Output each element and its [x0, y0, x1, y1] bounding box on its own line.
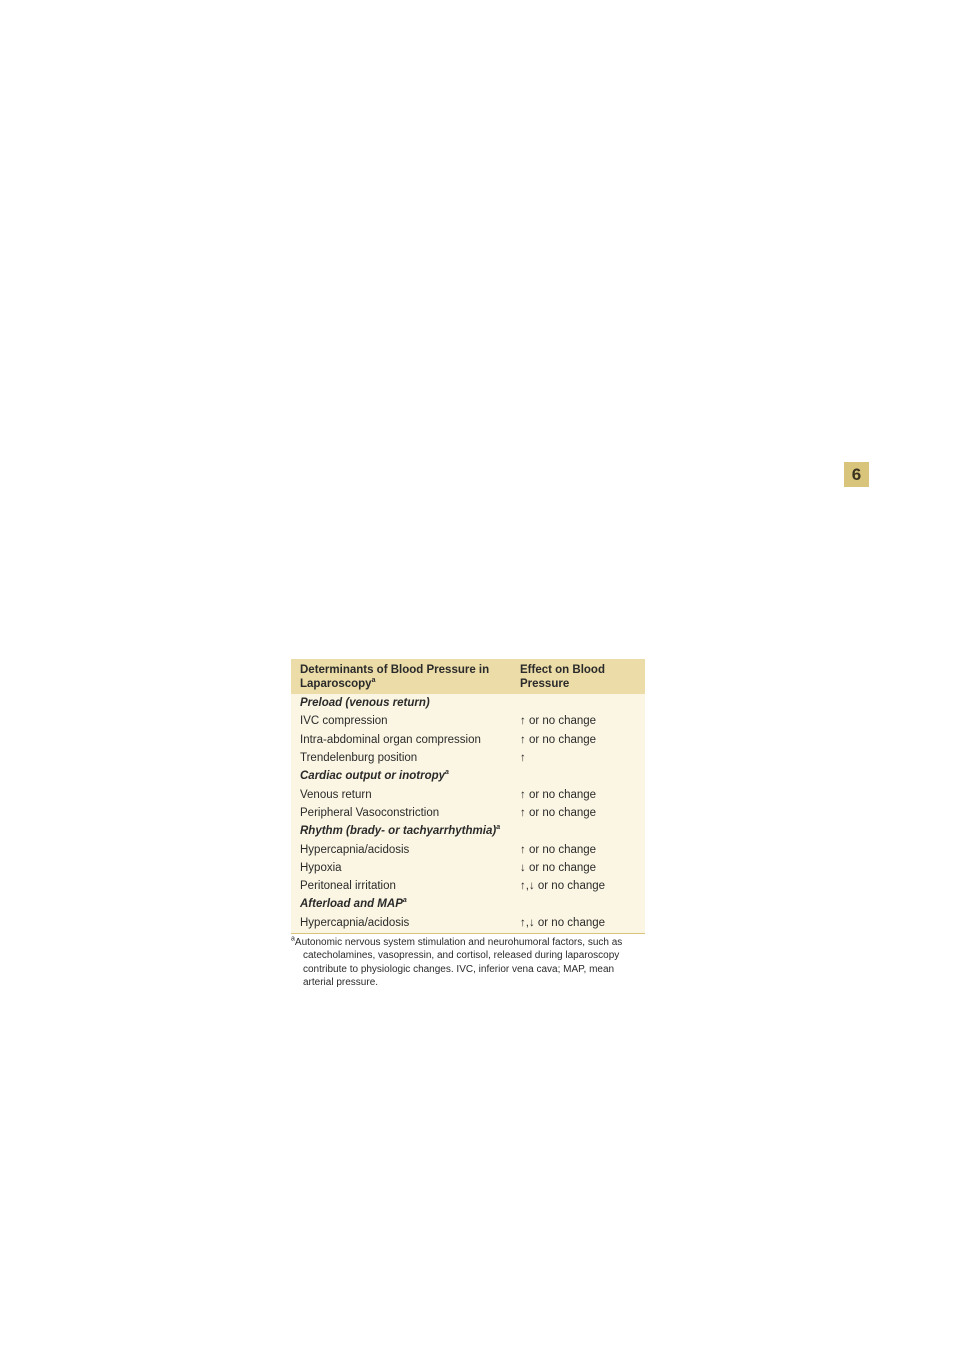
determinant-cell: IVC compression	[300, 715, 388, 728]
effect-cell: ↑ or no change	[520, 843, 597, 856]
table-row	[291, 785, 645, 803]
table-row	[291, 840, 645, 858]
header-effect: Effect on Blood Pressure	[512, 659, 645, 694]
determinants-table	[291, 659, 645, 934]
header-determinants	[291, 659, 512, 694]
determinant-cell: Peripheral Vasoconstriction	[300, 806, 440, 819]
table-section-row	[291, 895, 645, 913]
determinant-cell: Intra-abdominal organ compression	[300, 733, 481, 746]
header-determinants-label: Determinants of Blood Pressure in Laparoscopy	[300, 664, 490, 690]
determinant-cell: Peritoneal irritation	[300, 880, 396, 893]
table-row	[291, 914, 645, 934]
section-label-text: Cardiac output or inotropy	[300, 770, 446, 783]
effect-cell: ↓ or no change	[520, 861, 597, 874]
effect-cell: ↑ or no change	[520, 733, 597, 746]
chapter-number-badge: 6	[844, 462, 869, 487]
section-label	[291, 767, 645, 785]
effect-cell: ↑ or no change	[520, 788, 597, 801]
table-row	[291, 731, 645, 749]
table-section-row	[291, 822, 645, 840]
determinant-cell: Hypoxia	[300, 861, 342, 874]
section-label-text: Preload (venous return)	[300, 697, 430, 710]
table-row	[291, 859, 645, 877]
section-label	[291, 694, 645, 712]
effect-cell: ↑,↓ or no change	[512, 914, 645, 934]
table-row	[291, 712, 645, 730]
section-footnote-mark: a	[445, 769, 449, 777]
effect-cell: ↑	[520, 752, 526, 765]
footnote-text: Autonomic nervous system stimulation and neurohumoral factors, such as catecholamines, vasopressin, and cortisol, released during laparoscopy contribute to physiologic changes. IVC, inferior vena cava; MAP, mean arterial pressure.	[294, 936, 623, 989]
footnote-mark: a	[291, 935, 295, 943]
table-row	[291, 749, 645, 767]
table-section-row	[291, 694, 645, 712]
effect-cell: ↑,↓ or no change	[520, 880, 606, 893]
section-footnote-mark: a	[496, 824, 501, 832]
table-footnote	[291, 936, 645, 990]
section-label-text: Afterload and MAP	[300, 898, 403, 911]
determinant-cell: Trendelenburg position	[300, 752, 418, 765]
determinant-cell: Hypercapnia/acidosis	[291, 914, 512, 934]
table-row	[291, 804, 645, 822]
header-footnote-mark: a	[371, 677, 376, 685]
section-label	[291, 822, 645, 840]
table-body	[291, 694, 645, 933]
section-label	[291, 895, 645, 913]
table-header-row	[291, 659, 645, 694]
determinants-table-container	[291, 659, 645, 990]
table-row	[291, 877, 645, 895]
table-section-row	[291, 767, 645, 785]
determinant-cell: Hypercapnia/acidosis	[300, 843, 410, 856]
effect-cell: ↑ or no change	[520, 715, 597, 728]
determinant-cell: Venous return	[300, 788, 372, 801]
section-footnote-mark: a	[402, 897, 407, 905]
section-label-text: Rhythm (brady- or tachyarrhythmia)	[300, 825, 497, 838]
effect-cell: ↑ or no change	[520, 806, 597, 819]
